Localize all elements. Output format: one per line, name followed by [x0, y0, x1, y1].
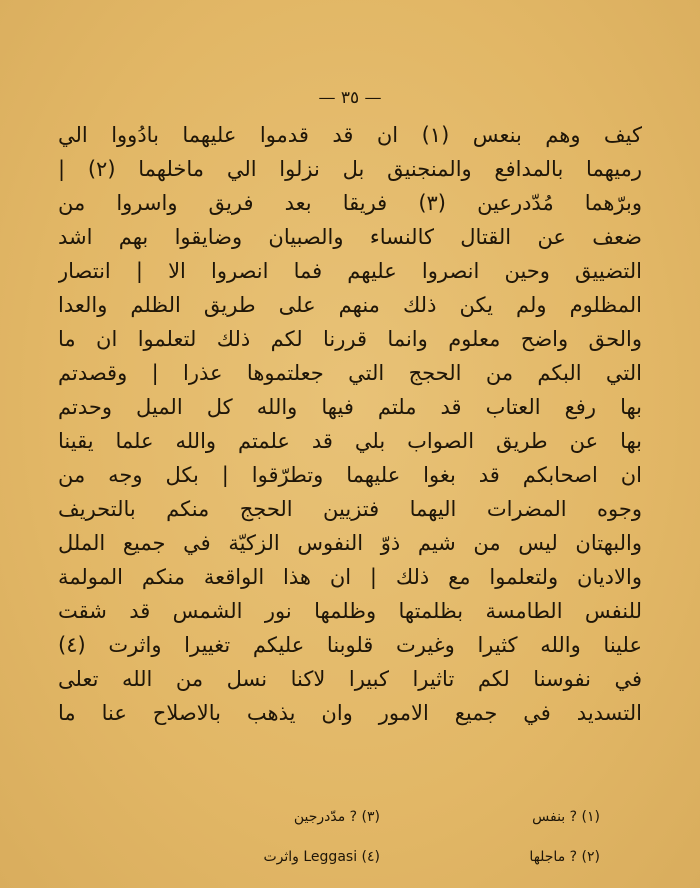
text-line: علينا والله كثيرا وغيرت قلوبنا عليكم تغييرا واثرت (٤): [58, 633, 642, 657]
text-line: ان اصحابكم قد بغوا عليهما وتطرّقوا | بكل وجه من: [58, 463, 642, 487]
text-line: رميهما بالمدافع والمنجنيق بل نزلوا الي ماخلهما (٢) |: [58, 157, 642, 181]
text-line: التضييق وحين انصروا عليهم فما انصروا الا | انتصار: [58, 259, 642, 283]
text-line: وجوه المضرات اليهما فتزيين الحجج منكم بالتحريف: [58, 497, 642, 521]
text-line: والحق واضح معلوم وانما قررنا لكم ذلك لتعلموا ان ما: [58, 327, 642, 351]
text-line: بها عن طريق الصواب بلي قد علمتم والله علما يقينا: [58, 429, 642, 453]
footnote-4: (٤) Leggasi واثرت: [263, 849, 380, 865]
text-line: والبهتان ليس من شيم ذوّ النفوس الزكيّة في جميع الملل: [58, 531, 642, 555]
text-line: المظلوم ولم يكن ذلك منهم على طريق الظلم والعدا: [58, 293, 642, 317]
page-number: — ٣٥ —: [318, 88, 382, 108]
text-line: بها رفع العتاب قد ملتم فيها والله كل الميل وحدتم: [58, 395, 642, 419]
text-line: التي البكم من الحجج التي جعلتموها عذرا | وقصدتم: [58, 361, 642, 385]
footnote-3: (٣) ? مدّدرجين: [293, 809, 380, 825]
arabic-body-text: [58, 118, 642, 730]
footnote-2: (٢) ? ماجلها: [529, 849, 600, 865]
text-line: للنفس الطامسة بظلمتها وظلمها نور الشمس قد شقت: [58, 599, 642, 623]
text-line: في نفوسنا لكم تاثيرا كبيرا لاكنا نسل من الله تعلى: [58, 667, 642, 691]
text-line: وبرّهما مُدّدرعين (٣) فريقا بعد فريق واسروا من: [58, 191, 642, 215]
text-line: كيف وهم بنعس (١) ان قد قدموا عليهما بادُووا الي: [58, 123, 642, 147]
text-line: والاديان ولتعلموا مع ذلك | ان هذا الواقعة منكم المولمة: [58, 565, 642, 589]
text-line: ضعف عن القتال كالنساء والصبيان وضايقوا بهم اشد: [58, 225, 642, 249]
footnote-1: (١) ? بنفس: [532, 809, 600, 825]
footnotes: [100, 805, 600, 885]
text-line: التسديد في جميع الامور وان يذهب بالاصلاح عنا ما: [58, 701, 642, 725]
